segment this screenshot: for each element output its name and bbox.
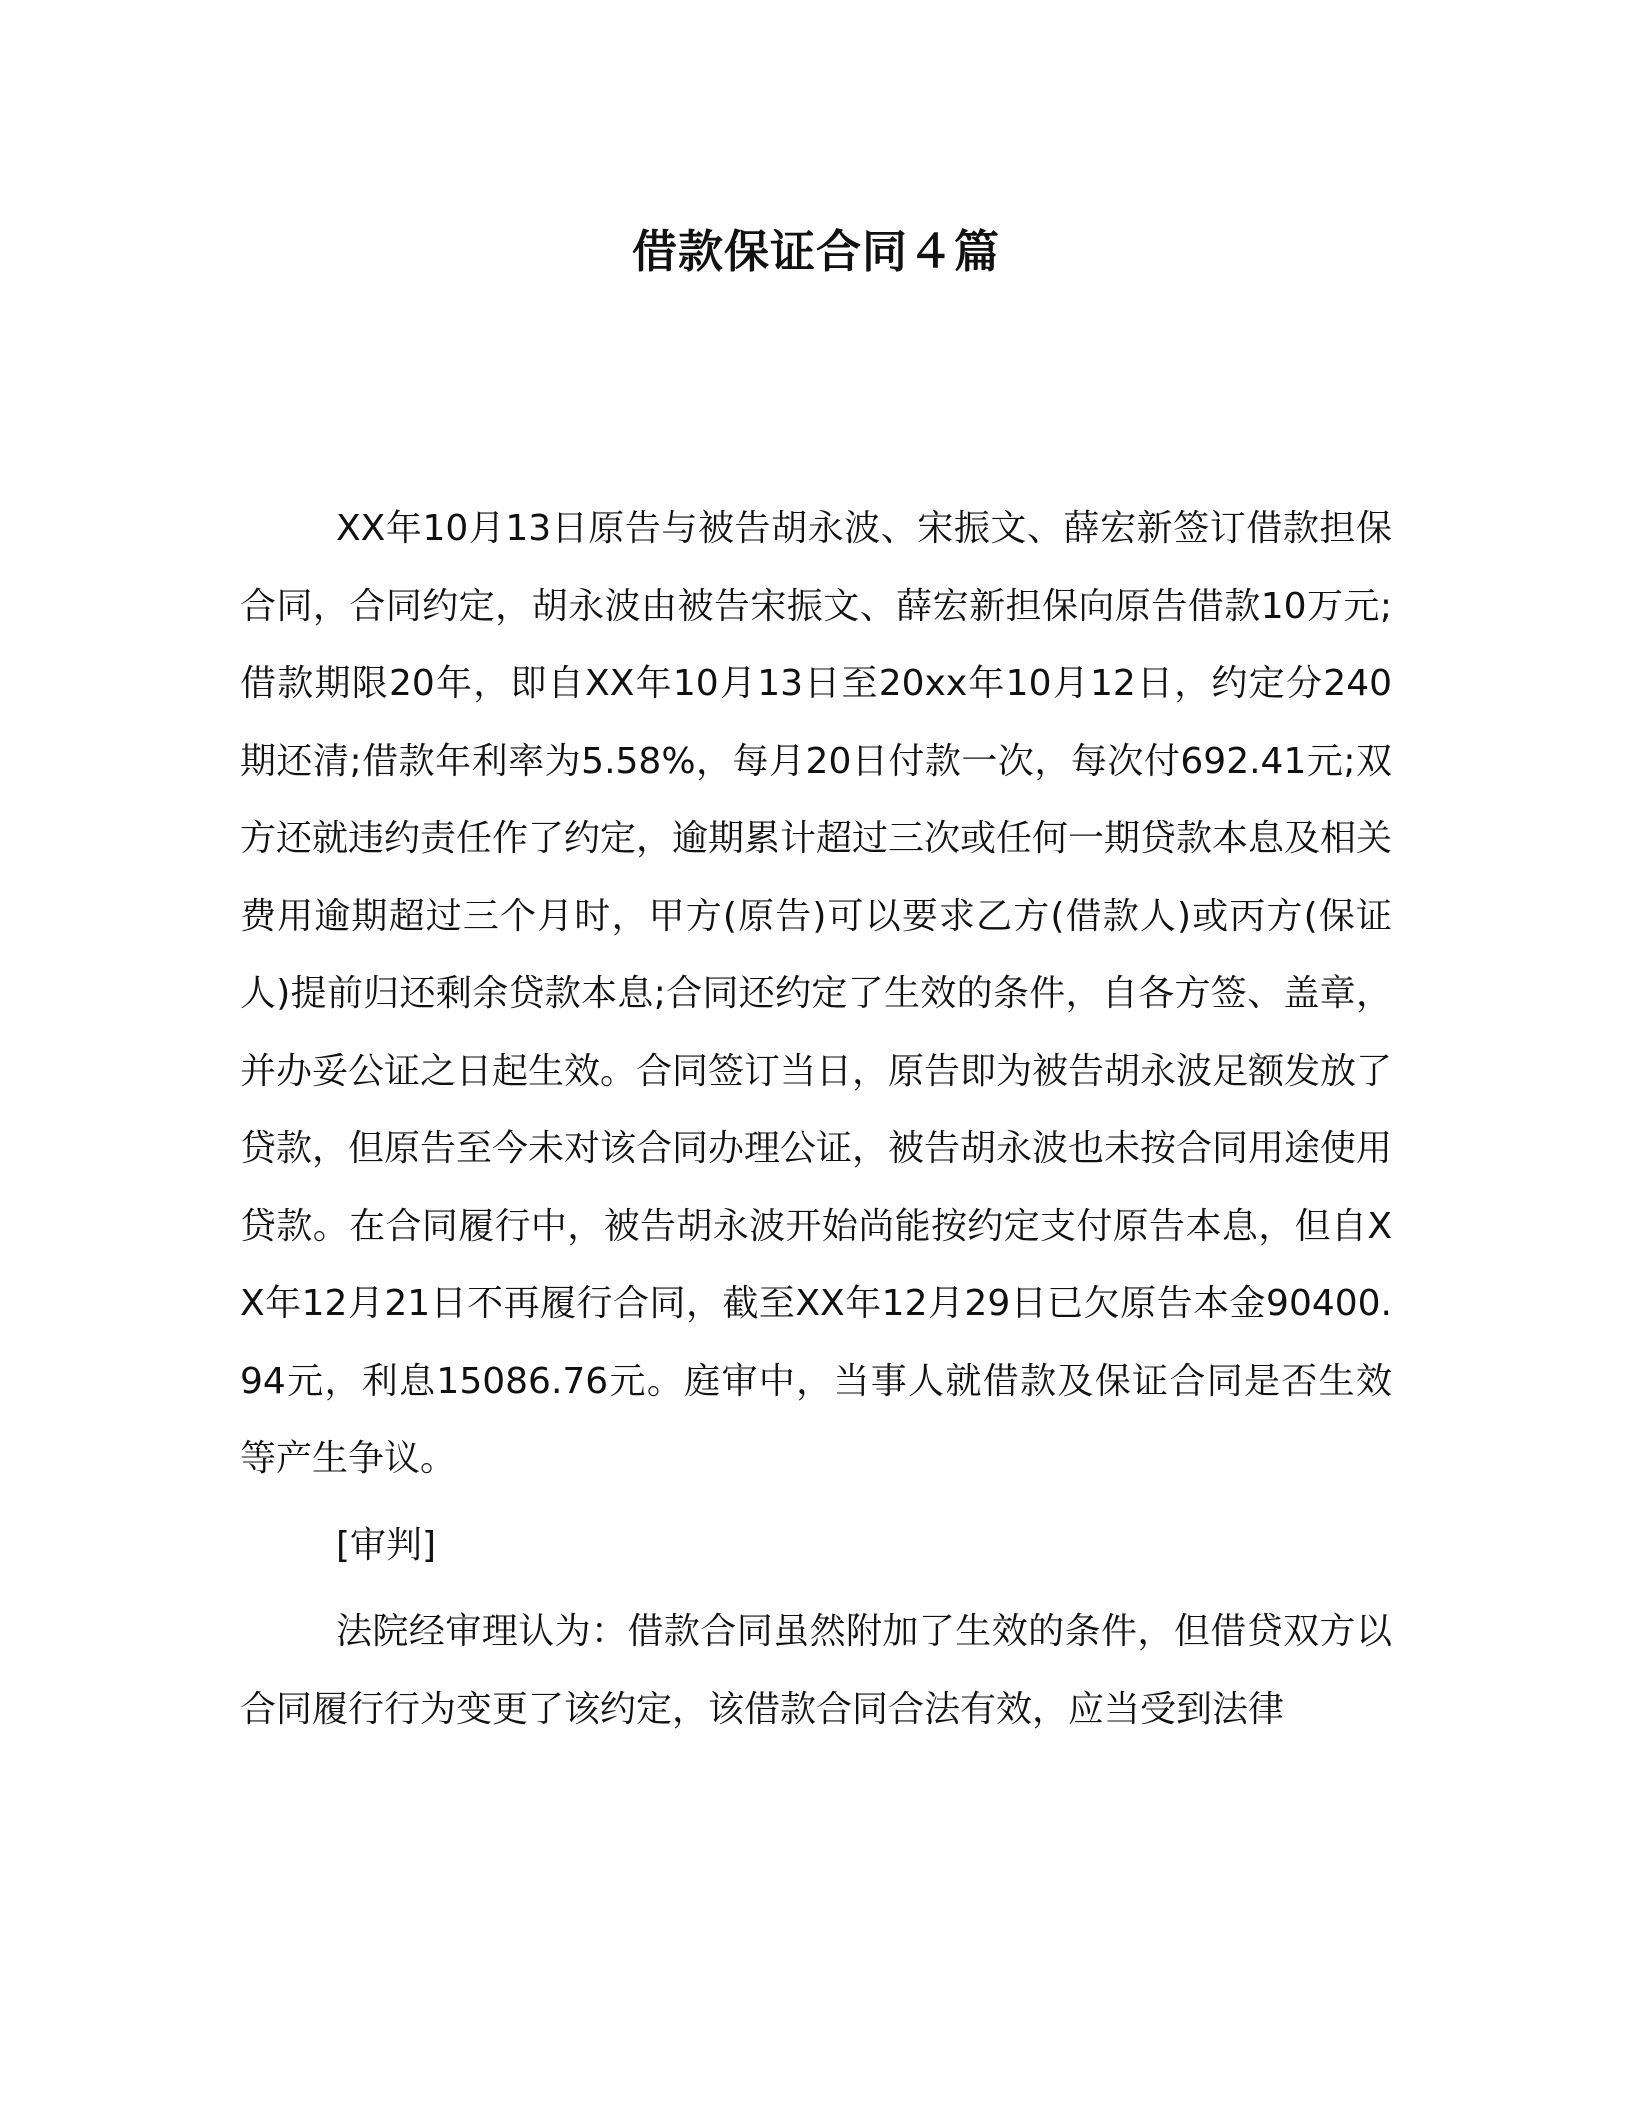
judgment-section-heading: [审判] <box>336 1524 437 1566</box>
case-facts-paragraph: XX年10月13日原告与被告胡永波、宋振文、薛宏新签订借款担保合同，合同约定，胡永波由被告宋振文、薛宏新担保向原告借款10万元;借款期限20年，即自XX年10月13日至20xx年10月12日，约定分240期还清;借款年利率为5.58%，每月20日付款一次，每次付692.41元;双方还就违约责任作了约定，逾期累计超过三次或任何一期贷款本息及相关费用逾期超过三个月时，甲方(原告)可以要求乙方(借款人)或丙方(保证人)提前归还剩余贷款本息;合同还约定了生效的条件，自各方签、盖章，并办妥公证之日起生效。合同签订当日，原告即为被告胡永波足额发放了贷款，但原告至今未对该合同办理公证，被告胡永波也未按合同用途使用贷款。在合同履行中，被告胡永波开始尚能按约定支付原告本息，但自XX年12月21日不再履行合同，截至XX年12月29日已欠原告本金90400.94元，利息15086.76元。庭审中，当事人就借款及保证合同是否生效等产生争议。 <box>240 508 1393 1479</box>
judgment-paragraph: 法院经审理认为：借款合同虽然附加了生效的条件，但借贷双方以合同履行行为变更了该约定，该借款合同合法有效，应当受到法律 <box>240 1611 1392 1730</box>
document-body <box>240 490 1392 1748</box>
document-title: 借款保证合同４篇 <box>631 225 1000 278</box>
